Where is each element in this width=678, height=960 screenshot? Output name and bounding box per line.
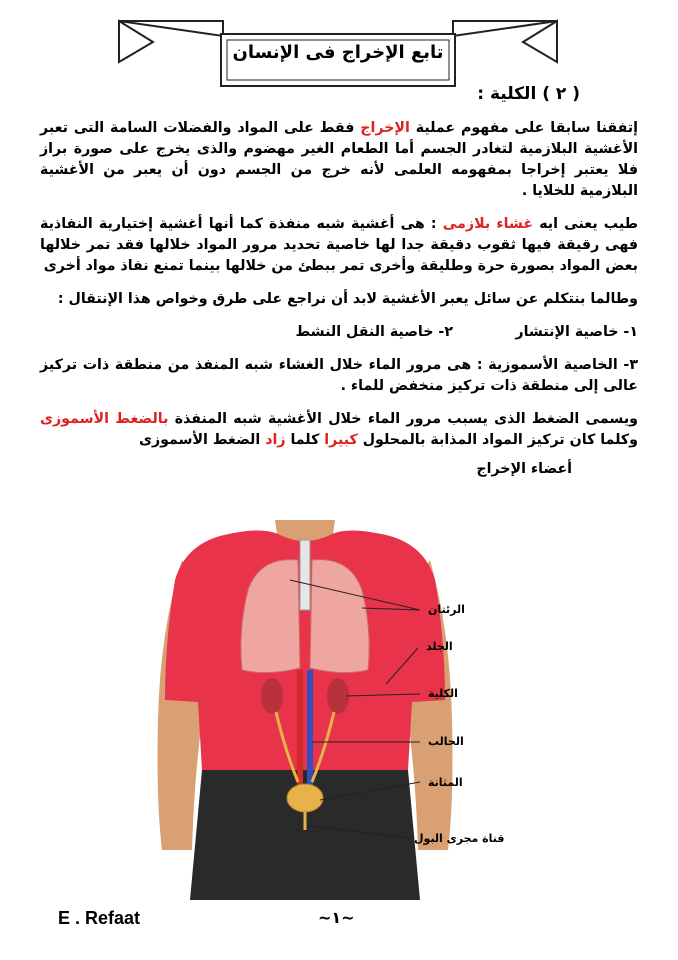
label-bladder: المثانة — [428, 776, 463, 789]
p1-highlight: الإخراج — [360, 120, 410, 136]
excretory-organs-figure — [150, 520, 520, 900]
page-title: تابع الإخراج فى الإنسان — [232, 42, 444, 63]
p1-text-a: إتفقنا سابقا على مفهوم عملية — [409, 120, 638, 136]
p2-text-a: طيب يعنى ايه — [533, 216, 638, 232]
page-number: ~١~ — [318, 908, 355, 927]
paragraph-membrane — [40, 214, 638, 277]
p5-text-b: وكلما كان تركيز المواد المذابة بالمحلول — [357, 432, 638, 448]
p5-text-a: ويسمى الضغط الذى يسبب مرور الماء خلال الأغشية شبه المنفذة — [168, 411, 638, 427]
label-lungs: الرئتان — [428, 603, 465, 616]
p5-text-d: الضغط الأسموزى — [138, 432, 266, 448]
p2-highlight: غشاء بلازمى — [442, 216, 534, 232]
left-kidney — [261, 678, 283, 714]
organs-heading: أعضاء الإخراج — [476, 461, 572, 477]
label-skin: الجلد — [426, 640, 453, 653]
author-name: E . Refaat — [58, 908, 141, 928]
paragraph-osmotic-pressure — [40, 409, 638, 451]
label-ureter: الحالب — [428, 735, 464, 748]
bladder — [287, 784, 323, 812]
right-kidney — [327, 678, 349, 714]
section-heading — [40, 84, 638, 104]
label-urethra: قناة مجرى البول — [414, 832, 505, 845]
properties-list — [40, 322, 638, 343]
section-number: ( ٢ ) — [542, 84, 580, 104]
paragraph-excretion — [40, 118, 638, 202]
p5-text-c: كلما — [285, 432, 325, 448]
p5-highlight-1: بالضغط الأسموزى — [40, 411, 169, 427]
p5-highlight-3: زاد — [265, 432, 286, 448]
paragraph-osmosis: ٣- الخاصية الأسموزية : هى مرور الماء خلال الغشاء شبه المنفذ من منطقة ذات تركيز عالى إلى منطقة ذات تركيز منخفض للماء . — [40, 357, 638, 394]
trachea — [300, 540, 310, 610]
section-title: الكلية : — [477, 84, 537, 104]
list-item-active-transport: ٢- خاصية النقل النشط — [295, 324, 453, 340]
list-item-diffusion: ١- خاصية الإنتشار — [515, 324, 638, 340]
p5-highlight-2: كبيرا — [324, 432, 358, 448]
p1-text-b: فقط على المواد والفضلات السامة التى تعبر الأغشية البلازمية لتغادر الجسم أما الطعام الغير مهضوم والذى يخرج على صورة براز فلا يعتبر إخراجا بمفهومه العلمى لأنه خرج من الجسم دون أن يعبر من الأغشية البلازمية للخلايا . — [40, 120, 638, 199]
paragraph-transport: وطالما بنتكلم عن سائل يعبر الأغشية لابد أن نراجع على طرق وخواص هذا الإنتقال : — [57, 291, 638, 307]
label-kidney: الكلية — [428, 687, 458, 700]
document-body — [40, 78, 638, 477]
p2-text-b: : هى أغشية شبه منفذة كما أنها أغشية إختيارية النفاذية فهى رقيقة فيها ثقوب دقيقة جدا لها خاصية تحديد مرور المواد خلالها فقد تمر خلالها بعض المواد بصورة حرة وطليقة وأخرى تمر ببطئ من خلالها بينما تمنع نفاذ مواد أخرى — [40, 216, 638, 274]
